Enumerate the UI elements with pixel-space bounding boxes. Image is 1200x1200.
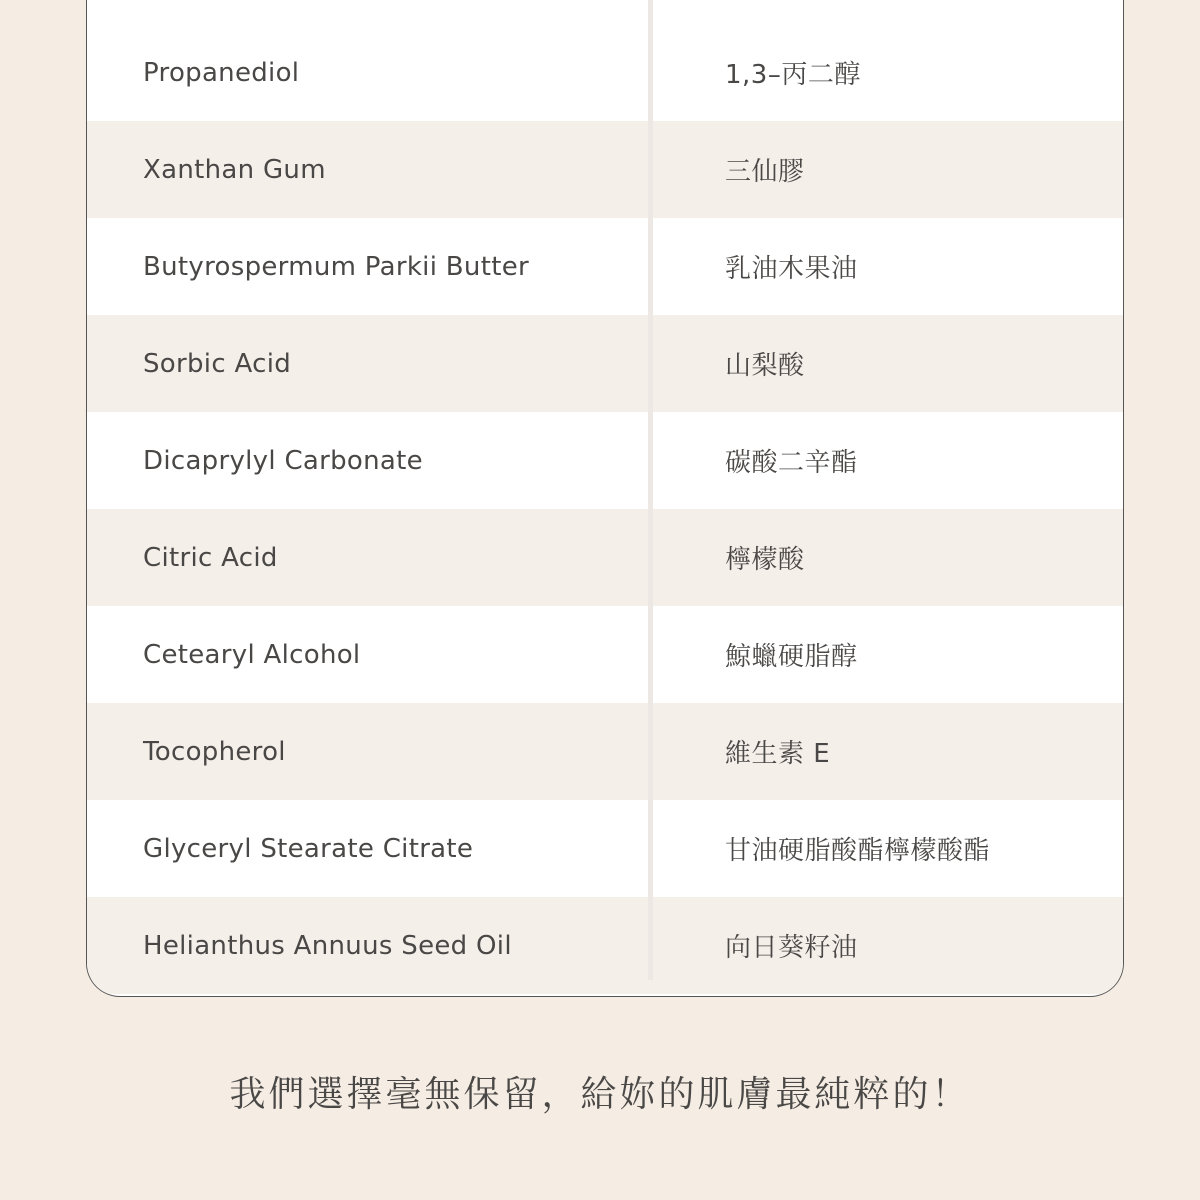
ingredient-name-zh: 碳酸二辛酯 [725, 448, 858, 478]
ingredient-name-en: Cetearyl Alcohol [143, 639, 361, 670]
table-row [87, 800, 1123, 897]
ingredient-name-zh: 1,3–丙二醇 [725, 60, 861, 90]
ingredient-name-zh: 向日葵籽油 [725, 933, 858, 963]
ingredient-name-zh: 甘油硬脂酸酯檸檬酸酯 [725, 836, 991, 866]
ingredient-name-en: Propanediol [143, 57, 300, 88]
table-row [87, 24, 1123, 121]
ingredient-name-en: Glyceryl Stearate Citrate [143, 833, 474, 864]
ingredient-name-en: Sorbic Acid [143, 348, 292, 379]
ingredient-name-zh: 檸檬酸 [725, 545, 805, 575]
ingredient-name-zh: 山梨酸 [725, 351, 805, 381]
ingredient-name-en: Dicaprylyl Carbonate [143, 445, 423, 476]
column-divider [648, 0, 653, 980]
ingredient-name-zh: 鯨蠟硬脂醇 [725, 642, 858, 672]
ingredient-name-en: Helianthus Annuus Seed Oil [143, 930, 512, 961]
ingredient-name-en: Tocopherol [143, 736, 286, 767]
footer-tagline: 我們選擇毫無保留，給妳的肌膚最純粹的！ [229, 1074, 971, 1115]
ingredient-name-zh: 乳油木果油 [725, 254, 858, 284]
ingredient-name-en: Butyrospermum Parkii Butter [143, 251, 529, 282]
ingredient-name-zh: 維生素 E [725, 739, 831, 769]
table-row [87, 703, 1123, 800]
table-row [87, 218, 1123, 315]
ingredient-name-en: Citric Acid [143, 542, 278, 573]
table-row [87, 315, 1123, 412]
table-row [87, 509, 1123, 606]
ingredient-table [86, 0, 1124, 997]
table-row [87, 121, 1123, 218]
table-row [87, 606, 1123, 703]
table-row [87, 412, 1123, 509]
ingredient-name-en: Xanthan Gum [143, 154, 326, 185]
table-row [87, 897, 1123, 994]
ingredient-name-zh: 三仙膠 [725, 157, 805, 187]
